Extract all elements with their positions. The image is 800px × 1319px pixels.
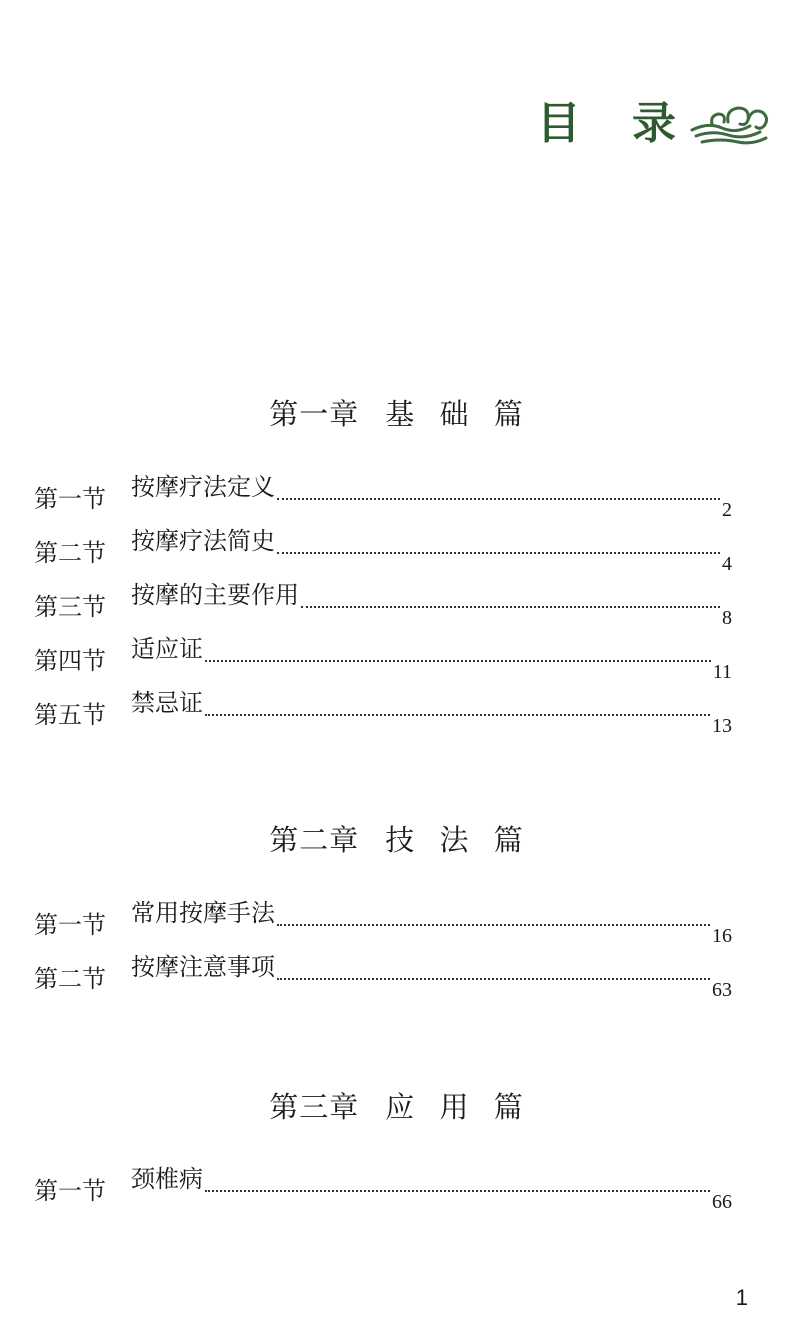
dot-leader [205, 1190, 710, 1192]
toc-entry[interactable] [34, 953, 732, 1001]
section-number: 第四节 [34, 647, 106, 675]
page-reference: 2 [722, 499, 732, 521]
section-title: 禁忌证 [131, 689, 203, 717]
dot-leader [277, 498, 720, 500]
chapter-heading [0, 392, 800, 433]
cloud-ornament-icon [688, 100, 772, 148]
chapter-label: 第一章 [269, 397, 360, 431]
toc-entry[interactable] [34, 473, 732, 521]
dot-leader [277, 924, 710, 926]
dot-leader [205, 660, 711, 662]
section-title: 适应证 [131, 635, 203, 663]
section-title: 按摩疗法定义 [131, 473, 275, 501]
toc-entry[interactable] [34, 689, 732, 737]
page-reference: 8 [722, 607, 732, 629]
toc-entry[interactable] [34, 527, 732, 575]
page-reference: 4 [722, 553, 732, 575]
toc-header [537, 100, 772, 148]
section-number: 第二节 [34, 965, 106, 993]
chapter-heading [0, 818, 800, 859]
page-number: 1 [735, 1285, 748, 1310]
page-reference: 11 [712, 661, 732, 683]
section-number: 第一节 [34, 1177, 106, 1205]
section-title: 按摩疗法简史 [131, 527, 275, 555]
section-title: 颈椎病 [131, 1165, 203, 1193]
section-number: 第三节 [34, 593, 106, 621]
chapter-name: 基 础 篇 [385, 397, 531, 431]
toc-entry[interactable] [34, 635, 732, 683]
dot-leader [301, 606, 720, 608]
toc-entry[interactable] [34, 1165, 732, 1213]
chapter-label: 第二章 [269, 823, 360, 857]
toc-entry[interactable] [34, 581, 732, 629]
section-number: 第二节 [34, 539, 106, 567]
section-title: 按摩的主要作用 [131, 581, 299, 609]
section-number: 第五节 [34, 701, 106, 729]
page-reference: 63 [712, 979, 732, 1001]
dot-leader [277, 978, 710, 980]
toc-title: 目 录 [536, 98, 694, 149]
chapter-label: 第三章 [269, 1090, 360, 1124]
chapter-name: 技 法 篇 [385, 823, 531, 857]
section-title: 按摩注意事项 [131, 953, 275, 981]
page-reference: 13 [712, 715, 732, 737]
dot-leader [277, 552, 720, 554]
chapter-heading [0, 1085, 800, 1126]
page-reference: 16 [712, 925, 732, 947]
page-reference: 66 [712, 1191, 732, 1213]
dot-leader [205, 714, 710, 716]
toc-entry[interactable] [34, 899, 732, 947]
section-number: 第一节 [34, 911, 106, 939]
section-number: 第一节 [34, 485, 106, 513]
chapter-name: 应 用 篇 [385, 1090, 531, 1124]
section-title: 常用按摩手法 [131, 899, 275, 927]
